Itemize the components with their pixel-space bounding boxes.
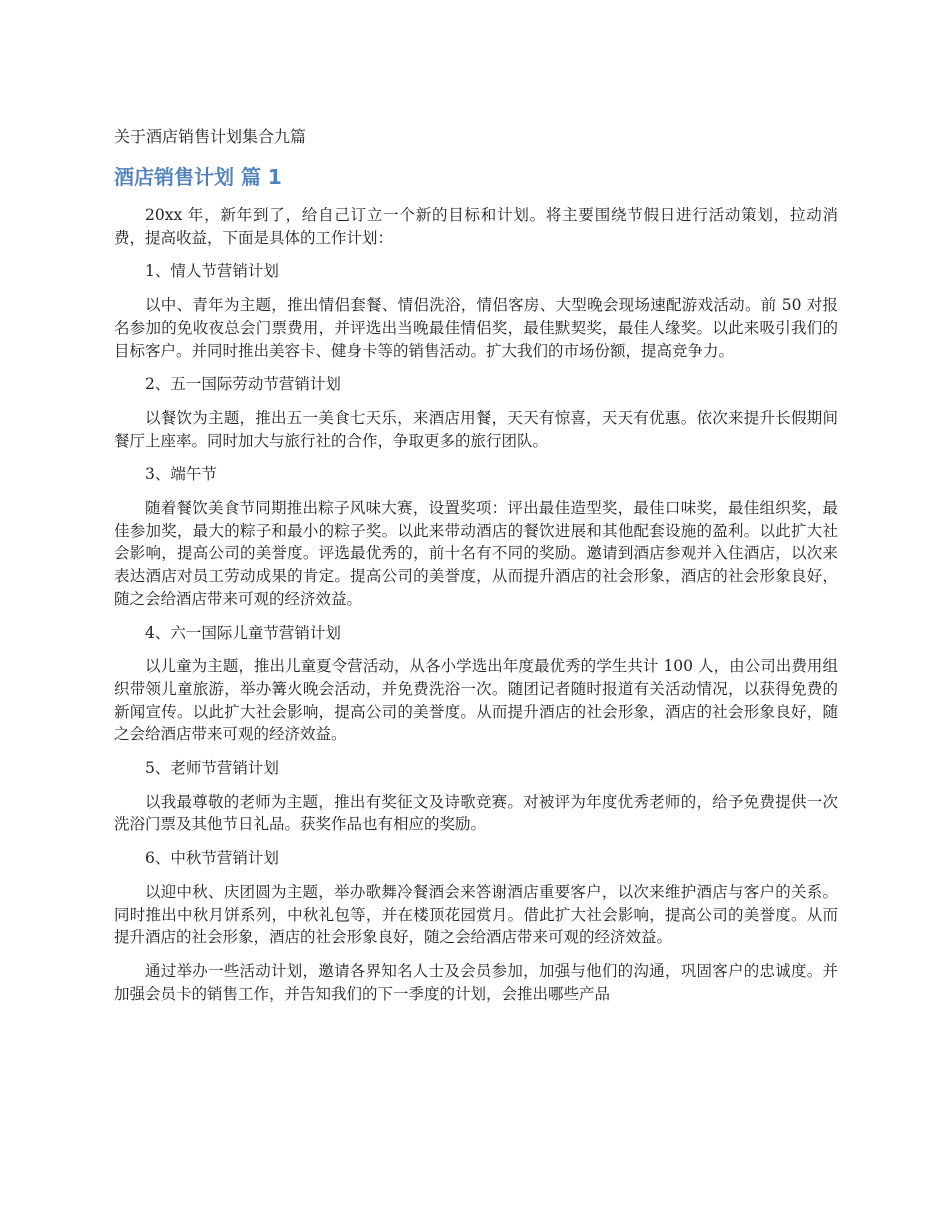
document-page	[114, 124, 838, 1016]
paragraph-mid-autumn: 以迎中秋、庆团圆为主题，举办歌舞冷餐酒会来答谢酒店重要客户，以次来维护酒店与客户的关系。同时推出中秋月饼系列，中秋礼包等，并在楼顶花园赏月。借此扩大社会影响，提高公司的美誉度。从而提升酒店的社会形象，酒店的社会形象良好，随之会给酒店带来可观的经济效益。	[114, 882, 838, 947]
paragraph-childrens-day: 以儿童为主题，推出儿童夏令营活动，从各小学选出年度最优秀的学生共计 100 人，由公司出费用组织带领儿童旅游，举办篝火晚会活动，并免费洗浴一次。随团记者随时报道有关活动情况，以获得免费的新闻宣传。以此扩大社会影响，提高公司的美誉度。从而提升酒店的社会形象，酒店的社会形象良好，随之会给酒店带来可观的经济效益。	[114, 657, 838, 744]
document-title: 关于酒店销售计划集合九篇	[114, 127, 307, 146]
paragraph-dragon-boat: 随着餐饮美食节同期推出粽子风味大赛，设置奖项：评出最佳造型奖，最佳口味奖，最佳组织奖，最佳参加奖，最大的粽子和最小的粽子奖。以此来带动酒店的餐饮进展和其他配套设施的盈利。以此扩大社会影响，提高公司的美誉度。评选最优秀的，前十名有不同的奖励。邀请到酒店参观并入住酒店，以次来表达酒店对员工劳动成果的肯定。提高公司的美誉度，从而提升酒店的社会形象，酒店的社会形象良好，随之会给酒店带来可观的经济效益。	[114, 499, 838, 608]
paragraph-valentines: 以中、青年为主题，推出情侣套餐、情侣洗浴，情侣客房、大型晚会现场速配游戏活动。前 50 对报名参加的免收夜总会门票费用，并评选出当晚最佳情侣奖，最佳默契奖，最佳人缘奖。以此来吸引我们的目标客户。并同时推出美容卡、健身卡等的销售活动。扩大我们的市场份额，提高竞争力。	[114, 296, 838, 360]
subheading-mid-autumn: 6、中秋节营销计划	[145, 849, 279, 868]
paragraph-labor-day: 以餐饮为主题，推出五一美食七天乐，来酒店用餐，天天有惊喜，天天有优惠。依次来提升长假期间餐厅上座率。同时加大与旅行社的合作，争取更多的旅行团队。	[114, 408, 838, 450]
subheading-dragon-boat: 3、端午节	[145, 465, 217, 484]
subheading-teachers-day: 5、老师节营销计划	[145, 759, 279, 778]
subheading-labor-day: 2、五一国际劳动节营销计划	[145, 375, 341, 394]
subheading-childrens-day: 4、六一国际儿童节营销计划	[145, 623, 341, 642]
section-heading: 酒店销售计划 篇 1	[114, 165, 282, 189]
subheading-valentines: 1、情人节营销计划	[145, 262, 279, 281]
paragraph-intro: 20xx 年，新年到了，给自己订立一个新的目标和计划。将主要围绕节假日进行活动策划，拉动消费，提高收益，下面是具体的工作计划：	[114, 206, 838, 247]
paragraph-teachers-day: 以我最尊敬的老师为主题，推出有奖征文及诗歌竞赛。对被评为年度优秀老师的，给予免费提供一次洗浴门票及其他节日礼品。获奖作品也有相应的奖励。	[114, 792, 838, 834]
paragraph-closing: 通过举办一些活动计划，邀请各界知名人士及会员参加，加强与他们的沟通，巩固客户的忠诚度。并加强会员卡的销售工作，并告知我们的下一季度的计划，会推出哪些产品	[114, 961, 838, 1003]
